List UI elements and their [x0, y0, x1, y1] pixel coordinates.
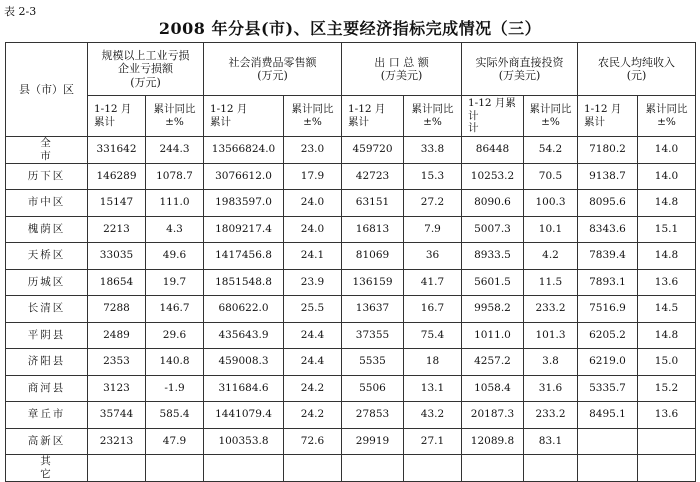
data-cell: 7516.9	[578, 296, 638, 323]
data-cell: 35744	[88, 402, 146, 429]
data-cell	[88, 455, 146, 482]
data-cell: 1983597.0	[204, 190, 284, 217]
data-cell: 459720	[342, 137, 404, 164]
sub-header-cumulative: 1-12 月 累计	[204, 96, 284, 137]
data-cell: 37355	[342, 322, 404, 349]
data-cell: 100353.8	[204, 428, 284, 455]
data-cell: 63151	[342, 190, 404, 217]
county-name-cell: 历城区	[6, 269, 88, 296]
data-cell: 459008.3	[204, 349, 284, 376]
data-cell: 7839.4	[578, 243, 638, 270]
county-name-cell: 天桥区	[6, 243, 88, 270]
data-cell: 14.0	[638, 137, 696, 164]
data-cell: 13566824.0	[204, 137, 284, 164]
data-cell: 5601.5	[462, 269, 524, 296]
table-row	[6, 163, 696, 190]
data-cell: 81069	[342, 243, 404, 270]
data-cell: 5335.7	[578, 375, 638, 402]
data-cell: 5535	[342, 349, 404, 376]
data-cell	[404, 455, 462, 482]
data-cell: 15.2	[638, 375, 696, 402]
data-cell	[638, 455, 696, 482]
sub-header-cumulative: 1-12 月 累计	[88, 96, 146, 137]
data-cell: 18	[404, 349, 462, 376]
table-row	[6, 455, 696, 482]
data-cell: 4.2	[524, 243, 578, 270]
data-cell: 24.0	[284, 190, 342, 217]
data-cell: 13.6	[638, 269, 696, 296]
data-cell: 72.6	[284, 428, 342, 455]
data-cell: 585.4	[146, 402, 204, 429]
data-cell	[342, 455, 404, 482]
data-cell: 17.9	[284, 163, 342, 190]
sub-header-row	[6, 96, 696, 137]
data-cell: 15.1	[638, 216, 696, 243]
sub-header-yoy: 累计同比 ±%	[146, 96, 204, 137]
data-cell: 233.2	[524, 296, 578, 323]
data-cell: 7180.2	[578, 137, 638, 164]
data-cell	[524, 455, 578, 482]
sub-header-yoy: 累计同比 ±%	[524, 96, 578, 137]
table-row	[6, 322, 696, 349]
page-title: 2008 年分县(市)、区主要经济指标完成情况（三）	[158, 19, 542, 38]
data-cell: 12089.8	[462, 428, 524, 455]
data-cell: 4257.2	[462, 349, 524, 376]
table-label: 表 2-3	[4, 5, 37, 18]
data-cell: 10.1	[524, 216, 578, 243]
data-cell: 140.8	[146, 349, 204, 376]
data-cell: 23213	[88, 428, 146, 455]
table-row	[6, 216, 696, 243]
group-header-exports: 出 口 总 额 (万美元)	[342, 43, 462, 96]
data-cell: 33.8	[404, 137, 462, 164]
data-cell: 14.5	[638, 296, 696, 323]
sub-header-yoy: 累计同比 ±%	[638, 96, 696, 137]
county-name-cell: 历下区	[6, 163, 88, 190]
data-cell: 146.7	[146, 296, 204, 323]
data-cell: 9138.7	[578, 163, 638, 190]
data-cell: 3.8	[524, 349, 578, 376]
data-cell: 5007.3	[462, 216, 524, 243]
data-cell: 14.8	[638, 322, 696, 349]
group-header-row	[6, 43, 696, 96]
data-cell: 47.9	[146, 428, 204, 455]
sub-header-cumulative: 1-12 月 累计	[578, 96, 638, 137]
data-cell: 7.9	[404, 216, 462, 243]
data-cell: 11.5	[524, 269, 578, 296]
data-cell: 2353	[88, 349, 146, 376]
data-cell	[638, 428, 696, 455]
data-cell: 41.7	[404, 269, 462, 296]
data-cell: 311684.6	[204, 375, 284, 402]
data-cell: 1809217.4	[204, 216, 284, 243]
data-cell: 18654	[88, 269, 146, 296]
data-cell: 4.3	[146, 216, 204, 243]
data-cell: 42723	[342, 163, 404, 190]
data-cell: 83.1	[524, 428, 578, 455]
group-header-fdi: 实际外商直接投资 (万美元)	[462, 43, 578, 96]
county-name-cell: 高新区	[6, 428, 88, 455]
data-cell: 14.8	[638, 190, 696, 217]
table-row	[6, 190, 696, 217]
data-cell: 3076612.0	[204, 163, 284, 190]
data-cell: 136159	[342, 269, 404, 296]
table-row	[6, 243, 696, 270]
data-cell: 10253.2	[462, 163, 524, 190]
data-cell: 1441079.4	[204, 402, 284, 429]
data-cell: 1078.7	[146, 163, 204, 190]
data-cell: 86448	[462, 137, 524, 164]
data-cell: 101.3	[524, 322, 578, 349]
data-cell: 331642	[88, 137, 146, 164]
data-cell: 70.5	[524, 163, 578, 190]
data-cell: 75.4	[404, 322, 462, 349]
county-name-cell: 商河县	[6, 375, 88, 402]
data-cell: 13.1	[404, 375, 462, 402]
data-cell: 5506	[342, 375, 404, 402]
data-cell: 1058.4	[462, 375, 524, 402]
data-cell: 13.6	[638, 402, 696, 429]
table-row	[6, 375, 696, 402]
county-name-cell: 全 市	[6, 137, 88, 164]
group-header-farmer-income: 农民人均纯收入 (元)	[578, 43, 696, 96]
data-cell: 23.9	[284, 269, 342, 296]
data-cell: 15147	[88, 190, 146, 217]
data-cell: 24.2	[284, 402, 342, 429]
data-cell: 15.0	[638, 349, 696, 376]
data-cell: 29919	[342, 428, 404, 455]
data-cell: 8343.6	[578, 216, 638, 243]
table-row	[6, 269, 696, 296]
data-cell: 16.7	[404, 296, 462, 323]
county-name-cell: 市中区	[6, 190, 88, 217]
sub-header-cumulative: 1-12 月 累计	[342, 96, 404, 137]
data-cell	[578, 455, 638, 482]
data-cell: 1417456.8	[204, 243, 284, 270]
data-cell: 3123	[88, 375, 146, 402]
data-cell: 680622.0	[204, 296, 284, 323]
county-name-cell: 其 它	[6, 455, 88, 482]
data-cell: 27.2	[404, 190, 462, 217]
county-name-cell: 平阴县	[6, 322, 88, 349]
data-cell: 14.0	[638, 163, 696, 190]
data-cell	[462, 455, 524, 482]
data-cell: 23.0	[284, 137, 342, 164]
table-row	[6, 349, 696, 376]
row-header-cell: 县（市）区	[6, 43, 88, 137]
data-cell: 43.2	[404, 402, 462, 429]
data-cell: 24.2	[284, 375, 342, 402]
data-cell: 7893.1	[578, 269, 638, 296]
county-name-cell: 长清区	[6, 296, 88, 323]
data-cell: 100.3	[524, 190, 578, 217]
data-cell: 54.2	[524, 137, 578, 164]
county-name-cell: 济阳县	[6, 349, 88, 376]
data-cell: 15.3	[404, 163, 462, 190]
data-cell: 2213	[88, 216, 146, 243]
data-cell: 19.7	[146, 269, 204, 296]
group-header-retail-sales: 社会消费品零售额 (万元)	[204, 43, 342, 96]
statistics-table	[5, 42, 696, 482]
data-cell: 31.6	[524, 375, 578, 402]
data-cell: 435643.9	[204, 322, 284, 349]
table-row	[6, 296, 696, 323]
sub-header-yoy: 累计同比 ±%	[404, 96, 462, 137]
data-cell: 244.3	[146, 137, 204, 164]
data-cell: 13637	[342, 296, 404, 323]
county-name-cell: 槐荫区	[6, 216, 88, 243]
data-cell: 111.0	[146, 190, 204, 217]
data-cell: 33035	[88, 243, 146, 270]
data-cell: 233.2	[524, 402, 578, 429]
data-cell: 24.4	[284, 322, 342, 349]
data-cell: 8495.1	[578, 402, 638, 429]
data-cell: 146289	[88, 163, 146, 190]
table-row	[6, 428, 696, 455]
data-cell: 1851548.8	[204, 269, 284, 296]
sub-header-yoy: 累计同比 ±%	[284, 96, 342, 137]
data-cell: 8933.5	[462, 243, 524, 270]
data-cell	[284, 455, 342, 482]
data-cell: 49.6	[146, 243, 204, 270]
data-cell: 29.6	[146, 322, 204, 349]
sub-header-cumulative: 1-12 月累计 计	[462, 96, 524, 137]
data-cell: 9958.2	[462, 296, 524, 323]
data-cell: 16813	[342, 216, 404, 243]
data-cell: 7288	[88, 296, 146, 323]
data-cell	[146, 455, 204, 482]
data-cell: 20187.3	[462, 402, 524, 429]
data-cell: 8090.6	[462, 190, 524, 217]
data-cell: 1011.0	[462, 322, 524, 349]
data-cell: 25.5	[284, 296, 342, 323]
data-cell: 24.4	[284, 349, 342, 376]
data-cell: 6205.2	[578, 322, 638, 349]
data-cell: 2489	[88, 322, 146, 349]
data-cell	[204, 455, 284, 482]
table-row	[6, 137, 696, 164]
data-cell: 24.1	[284, 243, 342, 270]
data-cell: 27.1	[404, 428, 462, 455]
data-cell: 27853	[342, 402, 404, 429]
group-header-industrial-loss: 规模以上工业亏损 企业亏损额 (万元)	[88, 43, 204, 96]
county-name-cell: 章丘市	[6, 402, 88, 429]
data-cell: -1.9	[146, 375, 204, 402]
data-cell: 8095.6	[578, 190, 638, 217]
data-cell: 14.8	[638, 243, 696, 270]
table-row	[6, 402, 696, 429]
data-cell	[578, 428, 638, 455]
data-cell: 6219.0	[578, 349, 638, 376]
data-cell: 36	[404, 243, 462, 270]
data-cell: 24.0	[284, 216, 342, 243]
